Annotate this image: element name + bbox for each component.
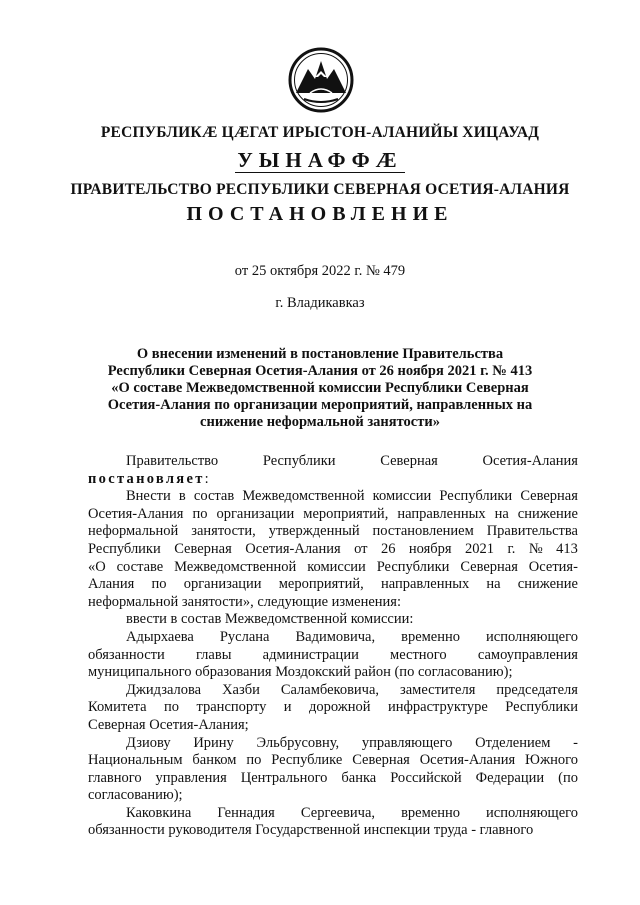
postanovlyaet-word: постановляет <box>88 470 205 487</box>
para2-line: ввести в состав Межведомственной комиссии: <box>126 611 414 628</box>
para1-line: неформальной занятости», следующие изменения: <box>88 593 401 610</box>
title-line: снижение неформальной занятости» <box>200 414 440 430</box>
header-ossetian: РЕСПУБЛИКӔ ЦӔГАТ ИРЫСТОН-АЛАНИЙЫ ХИЦАУАД <box>100 124 540 141</box>
para6-line: обязанности руководителя Государственной инспекции труда - главного <box>88 822 534 839</box>
para1-line: «О составе Межведомственной комиссии Республики Северная Осетия- <box>88 558 578 575</box>
header-unaffae-text: УЫНАФФӔ <box>237 148 403 172</box>
para1-line: Алания по организации мероприятий, направленных на снижение <box>88 576 578 593</box>
document-date-number: от 25 октября 2022 г. № 479 <box>234 263 406 279</box>
intro-line <box>88 453 578 471</box>
title-line: «О составе Межведомственной комиссии Республики Северная <box>111 380 529 396</box>
para1-line: Республики Северная Осетия-Алания от 26 ноября 2021 г. № 413 <box>88 540 578 557</box>
para1-line: Внести в состав Межведомственной комиссии Республики Северная <box>126 488 578 505</box>
para5-line: Национальным банком по Республике Северная Осетия-Алания Южного <box>88 752 578 769</box>
para1-line: Осетия-Алания по организации мероприятий, направленных на снижение <box>88 505 578 522</box>
intro-word: Осетия-Алания <box>482 453 578 469</box>
title-line: О внесении изменений в постановление Правительства <box>136 346 504 362</box>
para4-line: Джидзалова Хазби Саламбековича, заместителя председателя <box>126 681 578 698</box>
para5-line: главного управления Центрального банка Российской Федерации (по <box>88 769 578 786</box>
document-body <box>88 453 578 840</box>
para3-line: обязанности главы администрации местного самоуправления <box>88 646 578 663</box>
para3-line: муниципального образования Моздокский район (по согласованию); <box>88 664 513 681</box>
document-title <box>70 346 570 431</box>
para3-line: Адырхаева Руслана Вадимовича, временно исполняющего <box>126 628 578 645</box>
intro-word: Республики <box>262 453 336 469</box>
title-line: Республики Северная Осетия-Алания от 26 ноября 2021 г. № 413 <box>107 363 533 379</box>
header-postanovlenie: ПОСТАНОВЛЕНИЕ <box>186 203 454 225</box>
para4-line: Комитета по транспорту и дорожной инфраструктуре Республики <box>88 699 578 716</box>
header-unaffae <box>0 148 640 173</box>
postanovlyaet-colon: : <box>204 470 209 487</box>
para5-line: согласованию); <box>88 787 183 804</box>
postanovlyaet-line <box>88 471 578 489</box>
para5-line: Дзиову Ирину Эльбрусовну, управляющего Отделением - <box>126 734 578 751</box>
document-city: г. Владикавказ <box>275 295 365 311</box>
para6-line: Каковкина Геннадия Сергеевича, временно исполняющего <box>126 804 578 821</box>
intro-word: Северная <box>380 453 438 469</box>
emblem-icon <box>288 47 354 113</box>
header-government: ПРАВИТЕЛЬСТВО РЕСПУБЛИКИ СЕВЕРНАЯ ОСЕТИЯ-АЛАНИЯ <box>70 181 570 198</box>
para4-line: Северная Осетия-Алания; <box>88 716 249 733</box>
title-line: Осетия-Алания по организации мероприятий, направленных на <box>107 397 533 413</box>
intro-word: Правительство <box>126 453 219 469</box>
para1-line: неформальной занятости, утвержденный постановлением Правительства <box>88 523 578 540</box>
